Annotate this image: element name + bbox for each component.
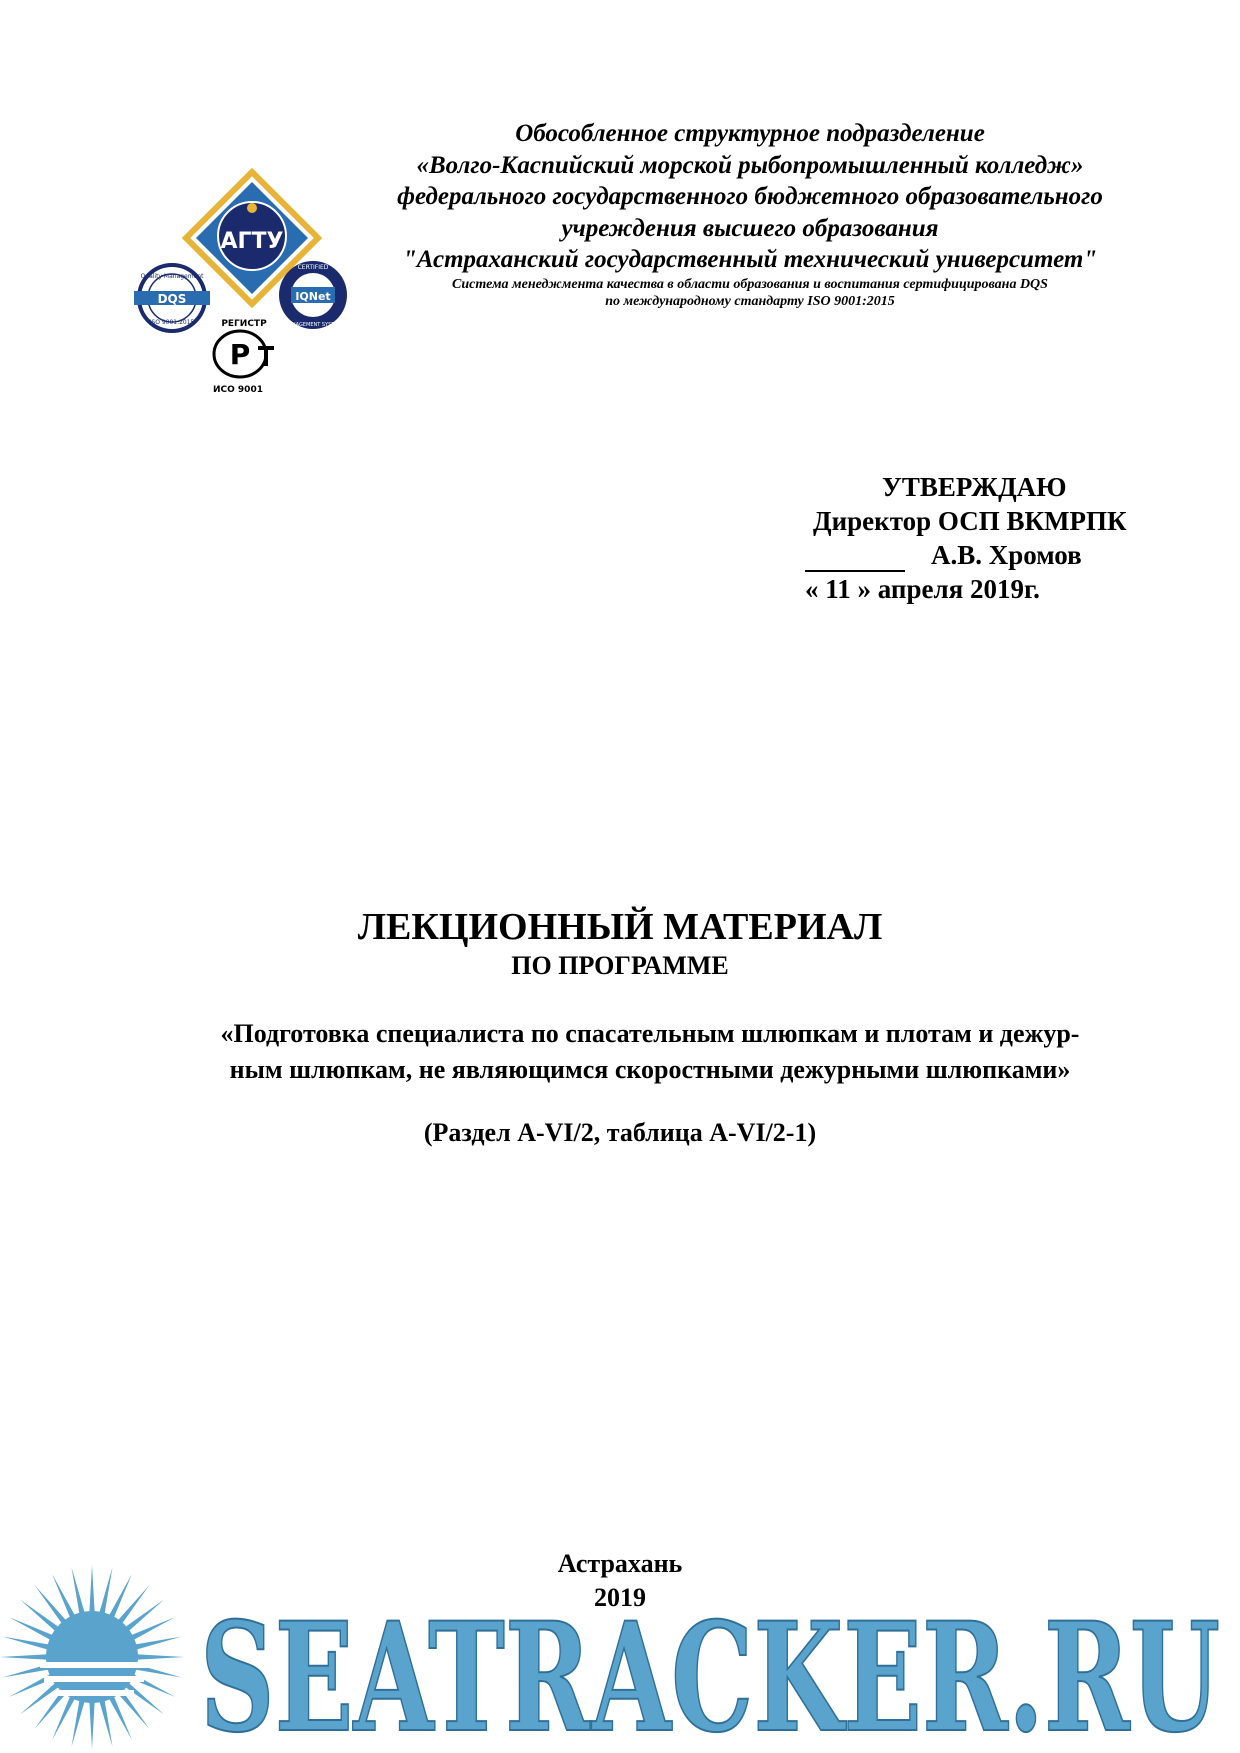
header-certification-1: Система менеджмента качества в области образования и воспитания сертифицирована DQS <box>452 276 1048 292</box>
sun-ray <box>125 1600 164 1632</box>
sun-ray <box>35 1585 67 1624</box>
svg-text:ISO 9001:2015: ISO 9001:2015 <box>149 319 195 326</box>
sun-ray <box>89 1565 94 1613</box>
program-line-2: ным шлюпкам, не являющимся скоростными дежурными шлюпками» <box>229 1055 1071 1084</box>
program-line-1: «Подготовка специалиста по спасательным шлюпкам и плотам и дежур- <box>220 1019 1080 1048</box>
program-name <box>150 1016 1150 1088</box>
sun-ray <box>99 1567 112 1615</box>
sun-ray <box>20 1600 59 1632</box>
header-line-3: федерального государственного бюджетного образовательного <box>397 183 1103 210</box>
sun-ray <box>72 1699 85 1747</box>
approval-title: УТВЕРЖДАЮ <box>882 472 1067 502</box>
watermark <box>190 1592 1230 1747</box>
header-line-4: учреждения высшего образования <box>561 214 939 242</box>
header-line-5: "Астраханский государственный технический университет" <box>402 246 1098 273</box>
sun-ray <box>117 1585 149 1624</box>
document-subtitle: ПО ПРОГРАММЕ <box>511 951 729 980</box>
signature-line <box>805 544 905 572</box>
section-reference: (Раздел А-VI/2, таблица А-VI/2-1) <box>423 1118 817 1147</box>
svg-text:РЕГИСТР: РЕГИСТР <box>221 319 267 329</box>
sun-ray <box>99 1699 112 1747</box>
city: Астрахань <box>557 1549 683 1578</box>
sun-ray <box>2 1637 50 1650</box>
svg-text:IQNet: IQNet <box>295 290 331 303</box>
svg-text:АГТУ: АГТУ <box>220 229 284 254</box>
svg-text:ИСО 9001: ИСО 9001 <box>213 385 263 395</box>
logo-group <box>140 168 360 394</box>
document-title: ЛЕКЦИОННЫЙ МАТЕРИАЛ <box>357 906 883 948</box>
watermark-text: SEATRACKER.RU <box>200 1592 1220 1747</box>
header-line-1: Обособленное структурное подразделение <box>515 120 985 147</box>
sun-ray <box>136 1654 184 1659</box>
sun-ray <box>134 1637 182 1650</box>
sun-ray <box>125 1682 164 1714</box>
sun-ray <box>0 1654 48 1659</box>
sun-ray <box>89 1701 94 1749</box>
header-line-2: «Волго-Каспийский морской рыбопромышленный колледж» <box>416 151 1084 179</box>
year: 2019 <box>594 1583 646 1612</box>
sun-icon <box>0 1562 190 1752</box>
svg-text:MANAGEMENT SYSTEM: MANAGEMENT SYSTEM <box>284 322 342 328</box>
iqnet-logo <box>274 256 352 334</box>
header-certification-2: по международному стандарту ISO 9001:2015 <box>605 293 895 309</box>
institution-header <box>360 118 1140 310</box>
sun-ray <box>20 1682 59 1714</box>
svg-text:CERTIFIED: CERTIFIED <box>297 264 329 271</box>
svg-text:DQS: DQS <box>157 292 187 306</box>
approval-signature <box>805 538 1082 572</box>
svg-text:Р: Р <box>229 338 251 371</box>
approval-date: « 11 » апреля 2019г. <box>805 574 1040 604</box>
register-logo <box>200 314 284 396</box>
svg-text:Quality Management: Quality Management <box>140 273 204 280</box>
approval-position: Директор ОСП ВКМРПК <box>813 506 1127 536</box>
sun-ray <box>72 1567 85 1615</box>
approval-name: А.В. Хромов <box>931 540 1082 570</box>
